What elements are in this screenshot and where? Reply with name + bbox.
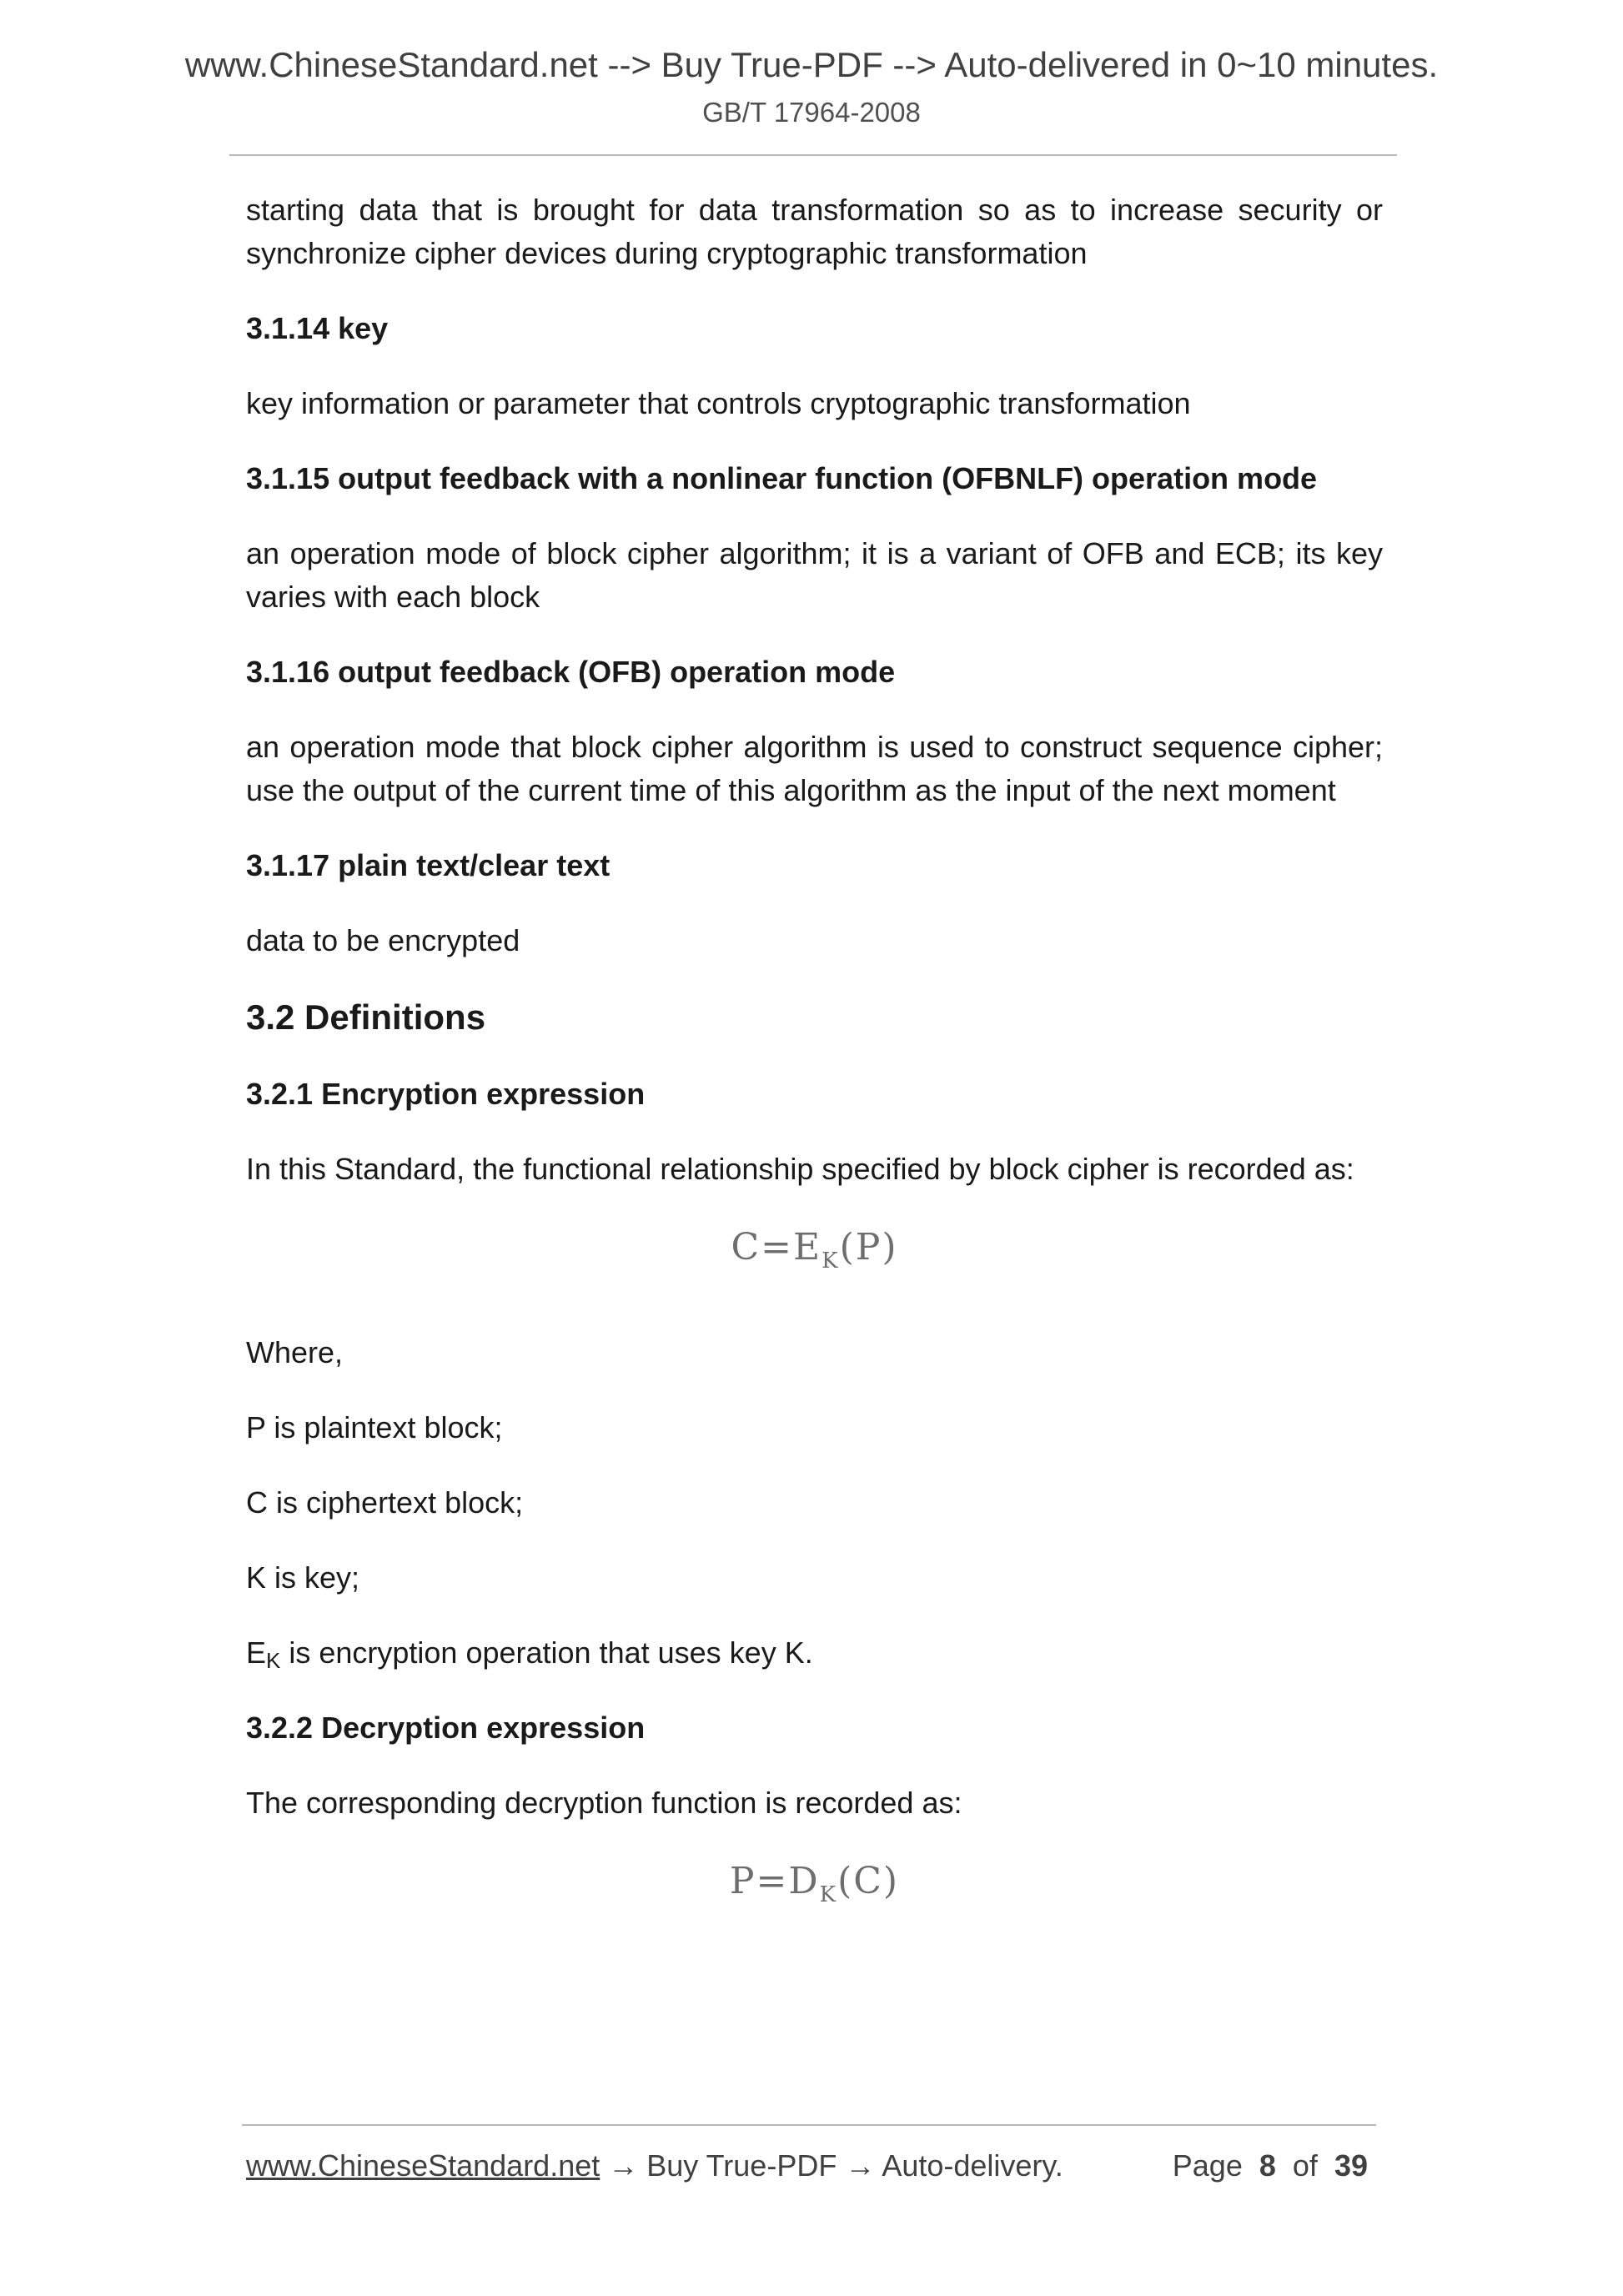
footer-promo xyxy=(246,2145,1063,2187)
page-counter xyxy=(1173,2145,1368,2187)
formula-function: E xyxy=(793,1226,822,1269)
section-3-1-16-heading: 3.1.16 output feedback (OFB) operation mode xyxy=(246,655,896,689)
formula-equals: = xyxy=(756,1860,789,1902)
section-3-1-16-text: an operation mode that block cipher algorithm is used to construct sequence cipher; use the output of the current time of this algorithm as the input of the next moment xyxy=(246,730,1383,807)
of-label: of xyxy=(1292,2148,1318,2183)
section-3-2-1-text: In this Standard, the functional relationship specified by block cipher is recorded as: xyxy=(246,1152,1354,1186)
section-3-2-heading: 3.2 Definitions xyxy=(246,997,486,1037)
section-3-1-14-heading: 3.1.14 key xyxy=(246,311,389,345)
page-body xyxy=(246,188,1383,1965)
where-label: Where, xyxy=(246,1335,344,1369)
intro-paragraph: starting data that is brought for data transformation so as to increase security or synchronize cipher devices during cryptographic transformation xyxy=(246,193,1383,270)
formula-argument: (C) xyxy=(837,1860,900,1902)
section-3-2-2-heading: 3.2.2 Decryption expression xyxy=(246,1711,646,1745)
total-pages: 39 xyxy=(1334,2148,1368,2183)
definition-p: P is plaintext block; xyxy=(246,1410,503,1444)
section-3-1-15-heading: 3.1.15 output feedback with a nonlinear function (OFBNLF) operation mode xyxy=(246,461,1318,495)
formula-equals: = xyxy=(761,1226,794,1269)
formula-argument: (P) xyxy=(839,1226,898,1269)
definition-ek-text: is encryption operation that uses key K. xyxy=(280,1635,813,1670)
header-divider xyxy=(229,154,1397,156)
section-3-2-2-text: The corresponding decryption function is recorded as: xyxy=(246,1786,962,1820)
section-3-1-15-text: an operation mode of block cipher algorithm; it is a variant of OFB and ECB; its key varies with each block xyxy=(246,536,1383,614)
definition-ek xyxy=(246,1631,1383,1675)
formula-lhs: P xyxy=(729,1860,756,1902)
formula-subscript: K xyxy=(822,1248,840,1274)
section-3-2-1-heading: 3.2.1 Encryption expression xyxy=(246,1077,646,1111)
formula-function: D xyxy=(788,1860,820,1902)
page-label: Page xyxy=(1172,2148,1243,2183)
footer-promo-text: → Buy True-PDF → Auto-delivery. xyxy=(600,2148,1063,2183)
footer-site-link[interactable]: www.ChineseStandard.net xyxy=(246,2148,600,2183)
section-3-1-17-text: data to be encrypted xyxy=(246,923,520,957)
formula-lhs: C xyxy=(731,1226,761,1269)
definition-ek-symbol: E xyxy=(246,1635,267,1670)
section-3-1-17-heading: 3.1.17 plain text/clear text xyxy=(246,848,611,882)
page-header xyxy=(0,42,1623,133)
definition-k: K is key; xyxy=(246,1560,360,1595)
header-site-banner: www.ChineseStandard.net --> Buy True-PDF --> Auto-delivered in 0~10 minutes. xyxy=(184,45,1439,84)
section-3-1-14-text: key information or parameter that controls cryptographic transformation xyxy=(246,386,1191,420)
header-standard-id: GB/T 17964-2008 xyxy=(702,97,921,128)
footer-divider xyxy=(242,2124,1376,2126)
formula-subscript: K xyxy=(819,1882,838,1907)
page-number: 8 xyxy=(1259,2148,1276,2183)
definition-c: C is ciphertext block; xyxy=(246,1485,524,1520)
encryption-formula xyxy=(246,1223,1383,1273)
definition-ek-subscript: K xyxy=(266,1648,281,1673)
decryption-formula xyxy=(246,1856,1383,1907)
